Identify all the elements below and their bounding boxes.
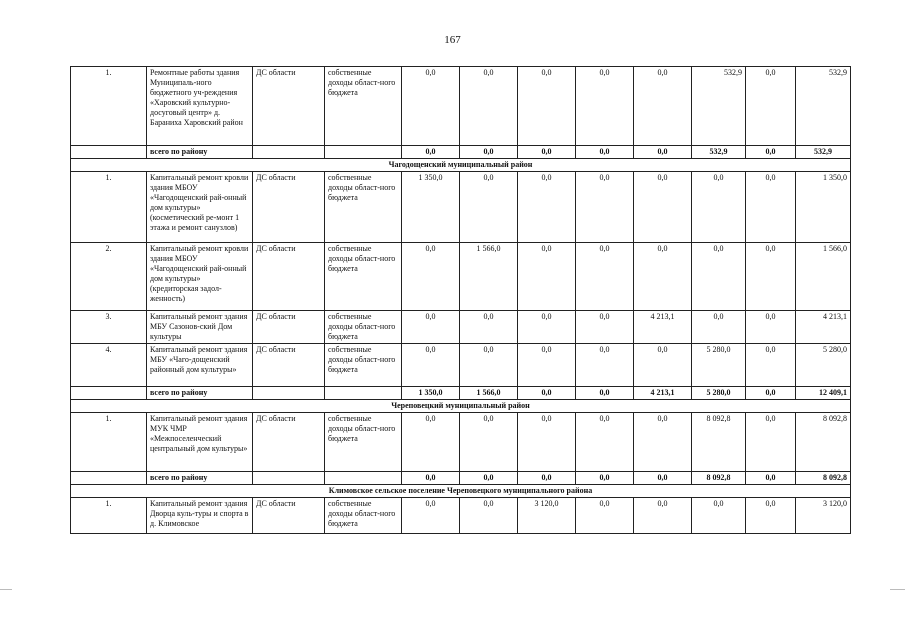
value-cell: 0,0	[518, 413, 576, 472]
section-header	[71, 485, 851, 498]
funding-type: собственные доходы област-ного бюджета	[325, 243, 402, 311]
page-number: 167	[444, 34, 461, 46]
total-value: 12 409,1	[796, 387, 851, 400]
section-header	[71, 159, 851, 172]
funding-source: ДС области	[253, 243, 325, 311]
value-cell: 0,0	[402, 498, 460, 534]
table-row	[71, 311, 851, 344]
funding-type: собственные доходы област-ного бюджета	[325, 311, 402, 344]
value-cell: 0,0	[518, 311, 576, 344]
value-cell: 1 566,0	[796, 243, 851, 311]
total-value: 0,0	[634, 146, 692, 159]
value-cell: 5 280,0	[692, 344, 746, 387]
total-value: 8 092,8	[796, 472, 851, 485]
total-row	[71, 387, 851, 400]
object-name: Капитальный ремонт здания МБУ Сазонов-ский Дом культуры	[147, 311, 253, 344]
funding-type: собственные доходы област-ного бюджета	[325, 413, 402, 472]
row-number: 2.	[71, 243, 147, 311]
value-cell: 0,0	[634, 172, 692, 243]
value-cell: 0,0	[460, 413, 518, 472]
row-number: 1.	[71, 172, 147, 243]
table-row	[71, 498, 851, 534]
value-cell: 0,0	[746, 498, 796, 534]
value-cell: 0,0	[576, 243, 634, 311]
row-number: 3.	[71, 311, 147, 344]
value-cell: 0,0	[402, 243, 460, 311]
funding-type: собственные доходы област-ного бюджета	[325, 67, 402, 146]
value-cell: 0,0	[460, 311, 518, 344]
section-title: Климовское сельское поселение Череповецкого муниципального района	[71, 485, 851, 498]
value-cell: 8 092,8	[692, 413, 746, 472]
value-cell: 0,0	[402, 413, 460, 472]
total-value: 0,0	[402, 472, 460, 485]
value-cell: 532,9	[692, 67, 746, 146]
table-row	[71, 243, 851, 311]
funding-type: собственные доходы област-ного бюджета	[325, 498, 402, 534]
funding-source: ДС области	[253, 498, 325, 534]
funding-type: собственные доходы област-ного бюджета	[325, 172, 402, 243]
total-value: 0,0	[460, 472, 518, 485]
value-cell: 0,0	[634, 344, 692, 387]
total-value: 0,0	[518, 387, 576, 400]
value-cell: 0,0	[518, 67, 576, 146]
value-cell: 0,0	[576, 344, 634, 387]
table-row	[71, 172, 851, 243]
total-value: 0,0	[460, 146, 518, 159]
total-value: 0,0	[576, 387, 634, 400]
funding-source: ДС области	[253, 344, 325, 387]
funding-source: ДС области	[253, 413, 325, 472]
value-cell: 3 120,0	[796, 498, 851, 534]
total-value: 0,0	[518, 146, 576, 159]
value-cell: 0,0	[576, 67, 634, 146]
total-value: 532,9	[692, 146, 746, 159]
table-row	[71, 344, 851, 387]
value-cell: 1 350,0	[796, 172, 851, 243]
value-cell: 532,9	[796, 67, 851, 146]
value-cell: 0,0	[460, 344, 518, 387]
total-value: 0,0	[518, 472, 576, 485]
value-cell: 0,0	[460, 498, 518, 534]
row-number: 4.	[71, 344, 147, 387]
total-label: всего по району	[147, 387, 253, 400]
value-cell: 0,0	[634, 498, 692, 534]
row-number: 1.	[71, 498, 147, 534]
total-row	[71, 472, 851, 485]
total-label: всего по району	[147, 472, 253, 485]
total-value: 532,9	[796, 146, 851, 159]
total-value: 0,0	[746, 387, 796, 400]
object-name: Капитальный ремонт кровли здания МБОУ «Чагодощенский рай-онный дом культуры» (косметический ре-монт 1 этажа и ремонт санузлов)	[147, 172, 253, 243]
section-header	[71, 400, 851, 413]
object-name: Капитальный ремонт здания Дворца куль-туры и спорта в д. Климовское	[147, 498, 253, 534]
total-value: 0,0	[402, 146, 460, 159]
total-value: 1 566,0	[460, 387, 518, 400]
object-name: Капитальный ремонт здания МБУ «Чаго-дощенский районный дом культуры»	[147, 344, 253, 387]
value-cell: 0,0	[692, 243, 746, 311]
value-cell: 0,0	[746, 413, 796, 472]
value-cell: 0,0	[402, 344, 460, 387]
funding-table	[70, 66, 851, 534]
value-cell: 0,0	[518, 344, 576, 387]
funding-type: собственные доходы област-ного бюджета	[325, 344, 402, 387]
value-cell: 0,0	[402, 311, 460, 344]
funding-source: ДС области	[253, 67, 325, 146]
value-cell: 1 350,0	[402, 172, 460, 243]
value-cell: 5 280,0	[796, 344, 851, 387]
value-cell: 0,0	[460, 172, 518, 243]
total-value: 0,0	[746, 472, 796, 485]
value-cell: 0,0	[460, 67, 518, 146]
value-cell: 0,0	[692, 172, 746, 243]
value-cell: 0,0	[576, 172, 634, 243]
total-value: 0,0	[746, 146, 796, 159]
object-name: Капитальный ремонт кровли здания МБОУ «Чагодощенский рай-онный дом культуры» (кредиторская задол-женность)	[147, 243, 253, 311]
value-cell: 0,0	[518, 172, 576, 243]
value-cell: 0,0	[692, 498, 746, 534]
object-name: Капитальный ремонт здания МУК ЧМР «Межпоселенческий центральный дом культуры»	[147, 413, 253, 472]
total-value: 0,0	[634, 472, 692, 485]
funding-source: ДС области	[253, 311, 325, 344]
value-cell: 0,0	[634, 243, 692, 311]
value-cell: 0,0	[746, 67, 796, 146]
value-cell: 4 213,1	[796, 311, 851, 344]
total-value: 8 092,8	[692, 472, 746, 485]
value-cell: 0,0	[746, 311, 796, 344]
section-title: Чагодощенский муниципальный район	[71, 159, 851, 172]
total-value: 5 280,0	[692, 387, 746, 400]
value-cell: 0,0	[634, 67, 692, 146]
value-cell: 0,0	[402, 67, 460, 146]
scan-edge-mark	[890, 589, 905, 590]
total-value: 4 213,1	[634, 387, 692, 400]
total-value: 0,0	[576, 146, 634, 159]
value-cell: 1 566,0	[460, 243, 518, 311]
table-row	[71, 413, 851, 472]
value-cell: 3 120,0	[518, 498, 576, 534]
value-cell: 0,0	[576, 311, 634, 344]
value-cell: 4 213,1	[634, 311, 692, 344]
row-number: 1.	[71, 67, 147, 146]
table-row	[71, 67, 851, 146]
value-cell: 0,0	[576, 413, 634, 472]
value-cell: 0,0	[518, 243, 576, 311]
total-value: 0,0	[576, 472, 634, 485]
value-cell: 0,0	[746, 344, 796, 387]
value-cell: 0,0	[634, 413, 692, 472]
total-value: 1 350,0	[402, 387, 460, 400]
value-cell: 0,0	[746, 243, 796, 311]
total-label: всего по району	[147, 146, 253, 159]
funding-source: ДС области	[253, 172, 325, 243]
total-row	[71, 146, 851, 159]
section-title: Череповецкий муниципальный район	[71, 400, 851, 413]
value-cell: 8 092,8	[796, 413, 851, 472]
object-name: Ремонтные работы здания Муниципаль-ного бюджетного уч-реждения «Харовский культурно-досуговый центр» д. Бараниха Харовский район	[147, 67, 253, 146]
value-cell: 0,0	[692, 311, 746, 344]
value-cell: 0,0	[576, 498, 634, 534]
value-cell: 0,0	[746, 172, 796, 243]
row-number: 1.	[71, 413, 147, 472]
scan-edge-mark	[0, 589, 12, 590]
